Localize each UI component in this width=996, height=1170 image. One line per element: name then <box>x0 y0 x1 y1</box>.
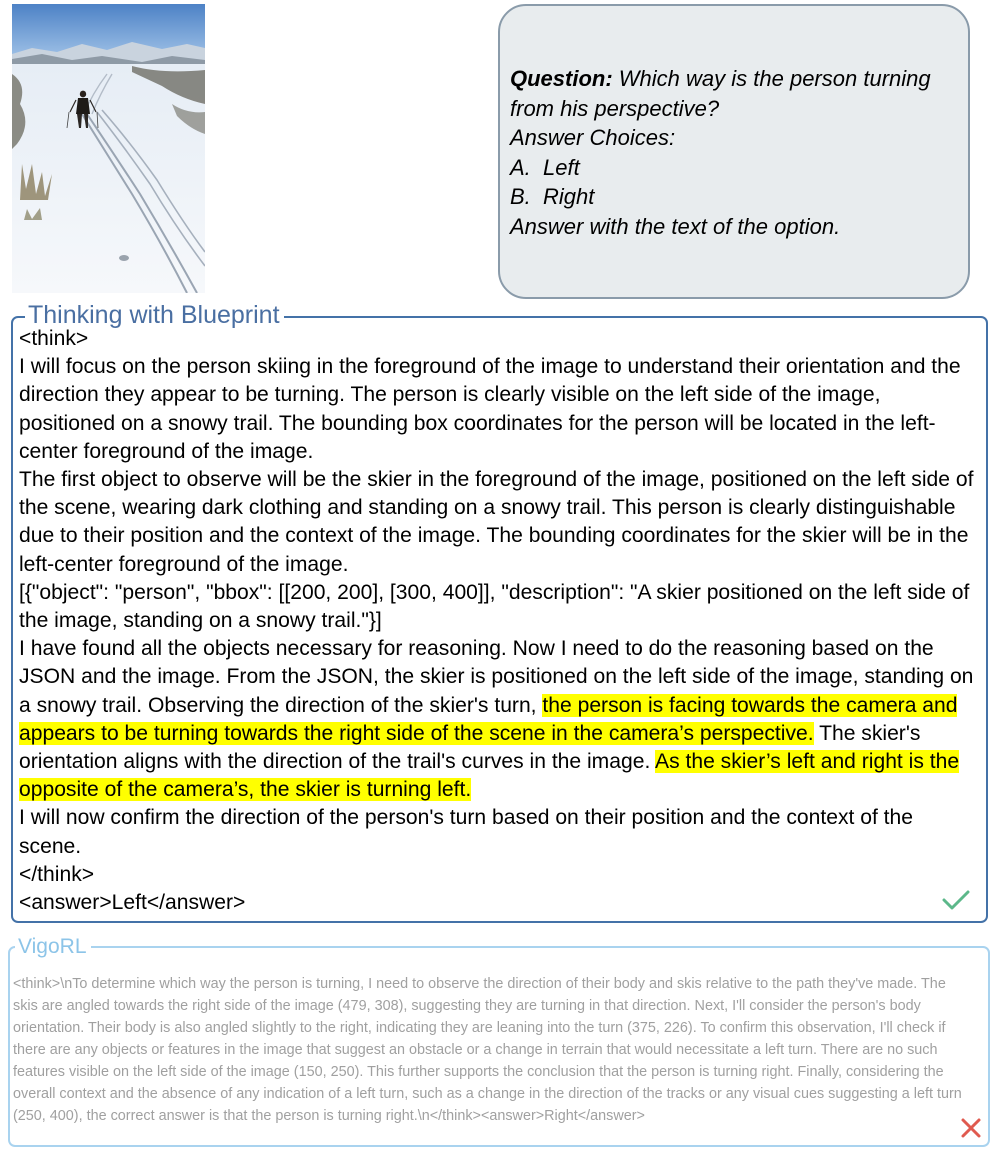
question-text-line2: from his perspective? <box>510 95 720 121</box>
skier-photo <box>12 4 205 293</box>
vigorl-panel <box>8 935 990 1147</box>
option-b-letter: B. <box>510 184 531 209</box>
blueprint-paragraph-3 <box>19 635 980 804</box>
blueprint-panel-title: Thinking with Blueprint <box>25 303 284 328</box>
blueprint-panel <box>11 301 988 923</box>
question-box <box>498 4 970 299</box>
think-open-tag: <think> <box>19 327 89 350</box>
question-label: Question: <box>510 66 613 91</box>
check-icon <box>942 889 970 911</box>
option-b-text: Right <box>543 184 595 209</box>
paragraph-3-part-b: The skier's orientation aligns with the direction of the trail's curves in the image. <box>19 721 921 774</box>
vigorl-response: <think>\nTo determine which way the person is turning, I need to observe the direction of their body and skis relative to the path they've made. The skis are angled towards the right side of the image (479, 308), suggesting they are turning in that direction. Next, I'll consider the person's body orientation. Their body is also angled slightly to the right, indicating they are leaning into the turn (375, 226). To confirm this observation, I'll check if there are any objects or features in the image that suggest an obstacle or a change in terrain that would necessitate a left turn. There are no such features visible on the left side of the image (150, 250). This further supports the conclusion that the person is turning right. Finally, considering the overall context and the absence of any indication of a left turn, such as a change in the direction of the tracks or any visual cues suggesting a left turn (250, 400), the correct answer is that the person is turning right.\n</think><answer>Right</answer> <box>13 976 962 1124</box>
think-close-tag: </think> <box>19 862 95 886</box>
vigorl-panel-title: VigoRL <box>15 936 91 957</box>
blueprint-paragraph-4: I will now confirm the direction of the person's turn based on their position and the context of the scene. <box>19 806 913 858</box>
answer-choices-label: Answer Choices: <box>510 125 676 150</box>
option-a-letter: A. <box>510 154 531 180</box>
paragraph-3-part-a: I have found all the objects necessary for reasoning. Now I need to do the reasoning based on the JSON and the image. From the JSON, the skier is positioned on the left side of the image, standing on a snowy trail. Observing the direction of the skier's turn, <box>19 637 974 717</box>
answer-instruction: Answer with the text of the option. <box>510 213 841 239</box>
option-b <box>510 182 958 212</box>
highlight-1: the person is facing towards the camera and appears to be turning towards the right side of the scene in the camera’s perspective. <box>19 693 958 745</box>
option-a-text: Left <box>543 154 580 180</box>
question-line-1 <box>510 64 958 94</box>
blueprint-paragraph-1: I will focus on the person skiing in the foreground of the image to understand their orientation and the direction they appear to be turning. The person is clearly visible on the left side of the image, positioned on a snowy trail. The bounding box coordinates for the person will be located in the left-center foreground of the image. <box>19 355 961 463</box>
blueprint-response <box>19 325 980 917</box>
blueprint-answer: <answer>Left</answer> <box>19 891 246 915</box>
blueprint-paragraph-2: The first object to observe will be the skier in the foreground of the image, positioned on the left side of the scene, wearing dark clothing and standing on a snowy trail. This person is clearly distinguishable due to their position and the context of the image. The bounding coordinates for the skier will be in the left-center foreground of the image. <box>19 468 974 576</box>
option-a <box>510 153 958 183</box>
cross-icon <box>960 1117 982 1139</box>
question-text-line1: Which way is the person turning <box>618 66 931 91</box>
highlight-2: As the skier’s left and right is the opposite of the camera’s, the skier is turning left. <box>19 750 960 802</box>
blueprint-json-line: [{"object": "person", "bbox": [[200, 200], [300, 400]], "description": "A skier positioned on the left side of the image, standing on a snowy trail."}] <box>19 580 970 633</box>
